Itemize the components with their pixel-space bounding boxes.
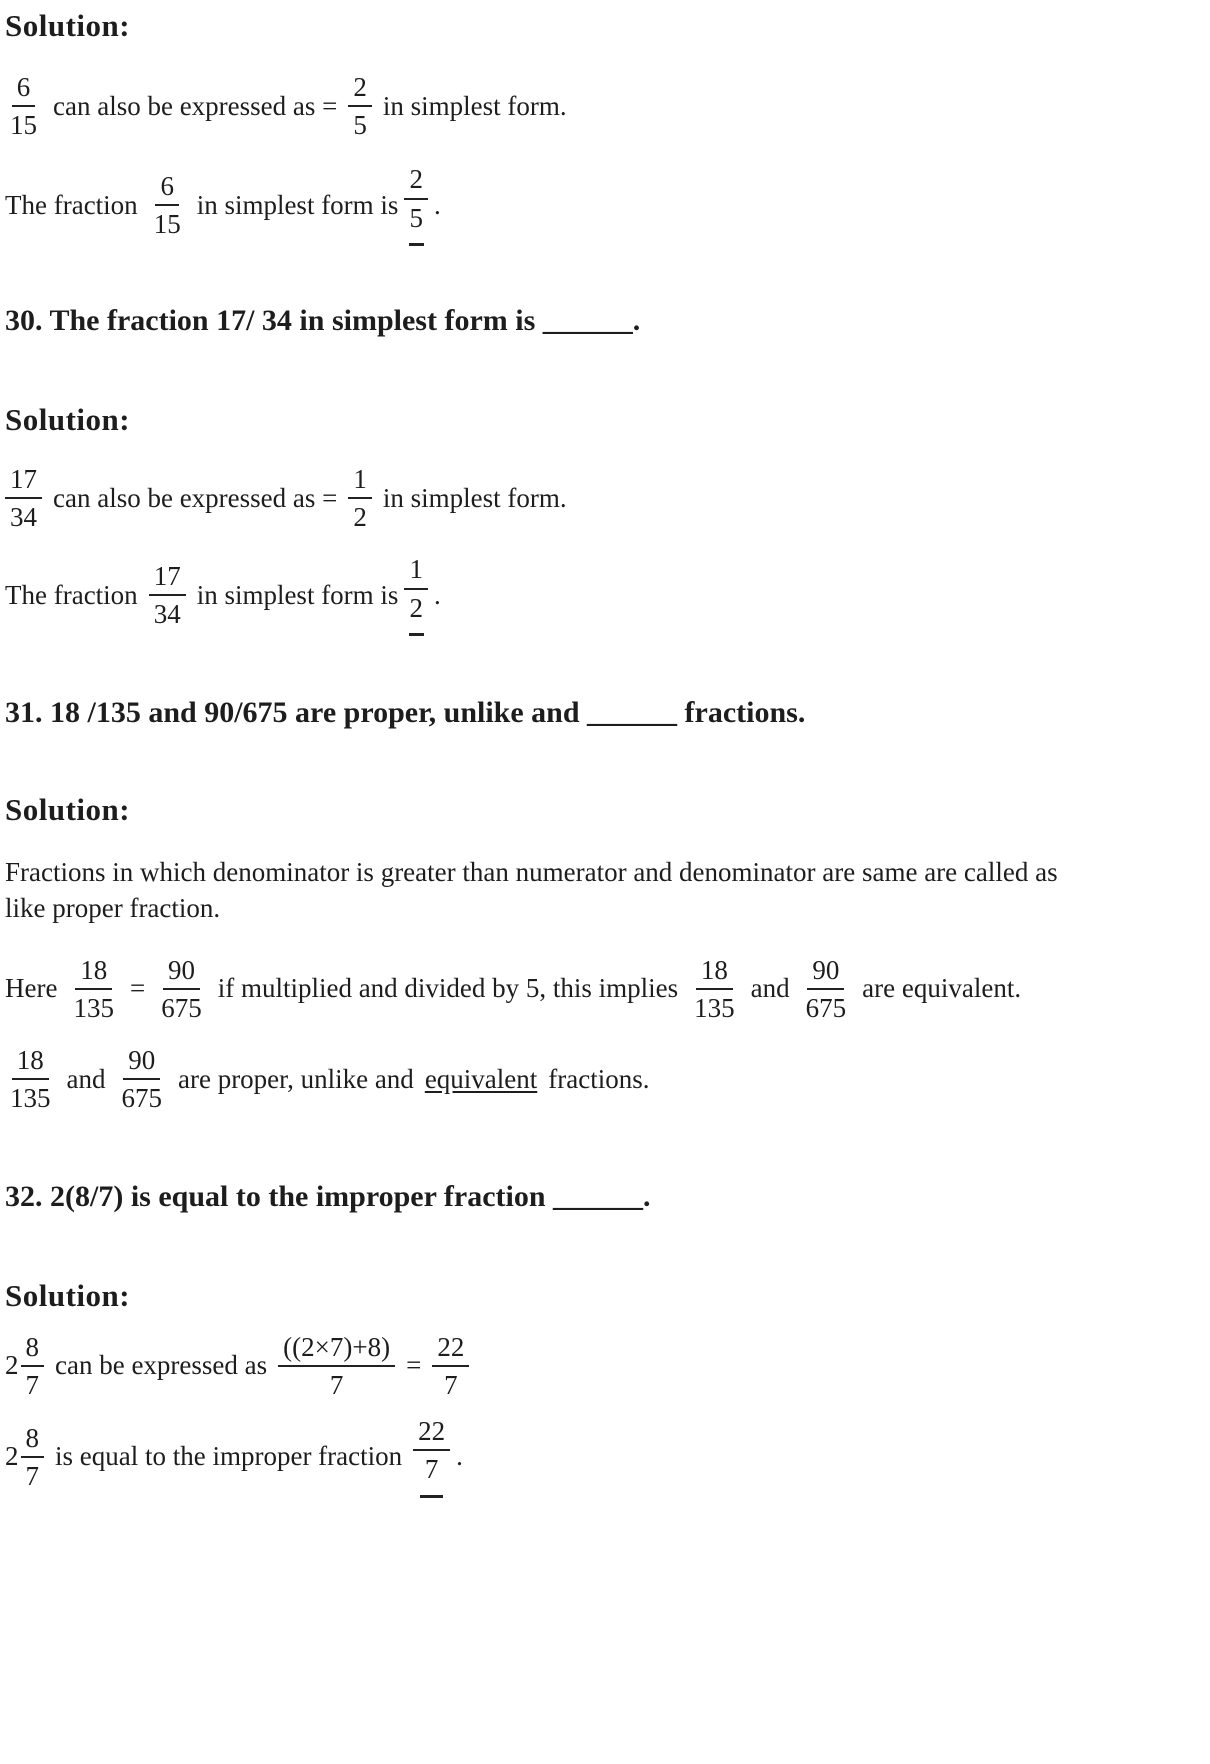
equals-sign: = xyxy=(406,1350,422,1381)
math-text: are equivalent. xyxy=(862,973,1022,1004)
fraction-18-135 xyxy=(68,955,119,1023)
solution-heading-31: Solution: xyxy=(5,791,131,827)
solution-heading-32: Solution: xyxy=(5,1277,131,1313)
fraction-17-34 xyxy=(149,561,186,629)
math-text: and xyxy=(750,973,790,1004)
answer-fraction-2-5 xyxy=(404,164,428,245)
fraction-numerator: 90 xyxy=(807,955,844,990)
math-line-30-2 xyxy=(5,554,1200,635)
math-text: are proper, unlike and xyxy=(177,1063,414,1094)
fraction-8-7 xyxy=(21,1423,45,1491)
fraction-denominator: 34 xyxy=(10,502,37,533)
mixed-number-2-8-7 xyxy=(5,1423,44,1491)
answer-fraction-22-7 xyxy=(413,1416,450,1497)
fraction-denominator: 15 xyxy=(10,110,37,141)
fraction-1-2 xyxy=(348,464,372,532)
fraction-denominator: 675 xyxy=(121,1083,162,1114)
fraction-2-5 xyxy=(348,72,372,140)
math-text: in simplest form. xyxy=(382,482,567,513)
fraction-numerator: 90 xyxy=(163,955,200,990)
solution-31-paragraph: Fractions in which denominator is greater than numerator and denominator are same are called as like proper fraction. xyxy=(5,856,1058,924)
fraction-8-7 xyxy=(21,1332,45,1400)
question-32-title: 32. 2(8/7) is equal to the improper fraction ______. xyxy=(5,1179,651,1213)
fraction-numerator: ((2×7)+8) xyxy=(278,1332,395,1367)
fraction-numerator: 6 xyxy=(155,171,179,206)
fraction-denominator: 135 xyxy=(73,992,114,1023)
fraction-denominator: 2 xyxy=(409,592,423,623)
math-line-31-2 xyxy=(5,1045,1200,1113)
fraction-numerator: 18 xyxy=(696,955,733,990)
math-text: if multiplied and divided by 5, this implies xyxy=(217,973,679,1004)
math-line-32-2 xyxy=(5,1416,1200,1497)
math-line-32-1 xyxy=(5,1332,1200,1400)
math-text: . xyxy=(433,579,441,610)
fraction-numerator: 1 xyxy=(404,554,428,589)
fraction-90-675 xyxy=(801,955,852,1023)
fraction-denominator: 675 xyxy=(805,992,847,1023)
mixed-whole-number: 2 xyxy=(5,1441,19,1472)
fraction-6-15 xyxy=(149,171,186,239)
fraction-18-135 xyxy=(689,955,740,1023)
answer-fraction-1-2 xyxy=(404,554,428,635)
fraction-6-15 xyxy=(5,72,42,140)
fraction-expression xyxy=(278,1332,395,1400)
fraction-numerator: 6 xyxy=(12,72,36,107)
fraction-denominator: 15 xyxy=(153,209,181,240)
fraction-numerator: 8 xyxy=(21,1423,45,1458)
fraction-denominator: 7 xyxy=(444,1369,458,1400)
math-text: can be expressed as xyxy=(55,1350,268,1381)
math-text: The fraction xyxy=(5,579,138,610)
fraction-denominator: 5 xyxy=(353,110,367,141)
fraction-numerator: 90 xyxy=(123,1045,160,1080)
question-30-title: 30. The fraction 17/ 34 in simplest form is ______. xyxy=(5,303,641,337)
math-text: can also be expressed as = xyxy=(53,482,338,513)
math-line-31-1 xyxy=(5,955,1200,1023)
math-text: in simplest form is xyxy=(196,579,399,610)
fraction-denominator: 5 xyxy=(409,202,423,233)
fraction-numerator: 2 xyxy=(404,164,428,199)
fraction-17-34 xyxy=(5,464,42,532)
math-text: fractions. xyxy=(548,1063,650,1094)
fraction-numerator: 17 xyxy=(5,464,42,499)
fraction-denominator: 135 xyxy=(10,1083,51,1114)
equals-sign: = xyxy=(129,973,146,1004)
math-text: Here xyxy=(5,973,58,1004)
fraction-numerator: 1 xyxy=(348,464,372,499)
math-text: is equal to the improper fraction xyxy=(55,1441,403,1472)
math-line-29-2 xyxy=(5,164,1200,245)
mixed-number-2-8-7 xyxy=(5,1332,44,1400)
math-text: The fraction xyxy=(5,189,138,220)
solution-heading-29: Solution: xyxy=(5,8,131,43)
mixed-whole-number: 2 xyxy=(5,1350,19,1381)
fraction-numerator: 18 xyxy=(75,955,112,990)
fraction-90-675 xyxy=(116,1045,167,1113)
fraction-90-675 xyxy=(156,955,207,1023)
fraction-denominator: 7 xyxy=(329,1369,344,1400)
math-text: . xyxy=(433,189,441,220)
math-text: in simplest form is xyxy=(196,189,399,220)
fraction-denominator: 7 xyxy=(424,1454,439,1485)
fraction-denominator: 7 xyxy=(25,1460,39,1491)
fraction-18-135 xyxy=(5,1045,56,1113)
fraction-numerator: 22 xyxy=(413,1416,450,1451)
math-text: . xyxy=(456,1441,463,1472)
fraction-denominator: 2 xyxy=(353,502,367,533)
fraction-denominator: 675 xyxy=(161,992,202,1023)
fraction-22-7 xyxy=(432,1332,469,1400)
fraction-numerator: 8 xyxy=(21,1332,45,1367)
solution-heading-30: Solution: xyxy=(5,401,131,437)
fraction-numerator: 17 xyxy=(149,561,186,596)
fraction-numerator: 18 xyxy=(12,1045,49,1080)
fraction-denominator: 34 xyxy=(153,599,181,630)
math-text: can also be expressed as = xyxy=(53,90,338,121)
question-31-title: 31. 18 /135 and 90/675 are proper, unlike and ______ fractions. xyxy=(5,695,806,729)
underlined-answer-word: equivalent xyxy=(424,1063,538,1094)
fraction-numerator: 22 xyxy=(432,1332,469,1367)
fraction-denominator: 7 xyxy=(25,1369,39,1400)
math-text: and xyxy=(66,1063,106,1094)
math-text: in simplest form. xyxy=(382,90,567,121)
fraction-denominator: 135 xyxy=(694,992,735,1023)
fraction-numerator: 2 xyxy=(348,72,372,107)
math-line-29-1 xyxy=(5,72,1200,140)
math-line-30-1 xyxy=(5,464,1200,532)
